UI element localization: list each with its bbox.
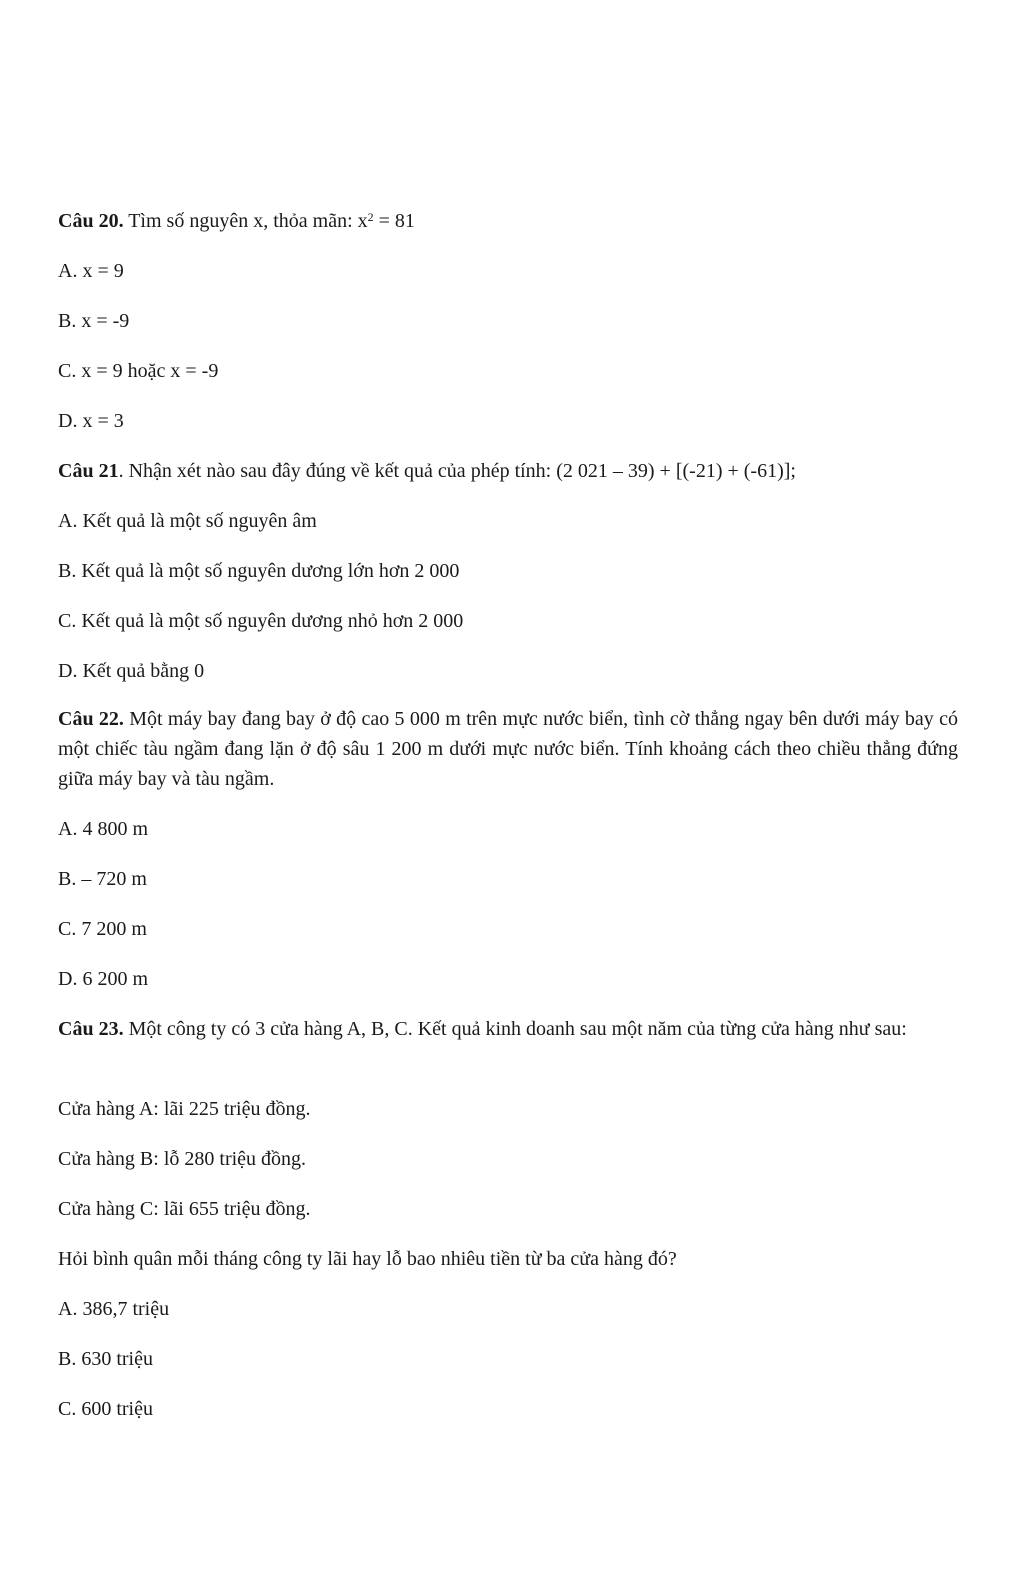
question-21-text: . Nhận xét nào sau đây đúng về kết quả của phép tính: (2 021 – 39) + [(-21) + (-61)]; (118, 460, 796, 482)
question-22-option-c: C. 7 200 m (58, 918, 147, 940)
question-23-stem (58, 1014, 958, 1044)
question-22-label: Câu 22. (58, 708, 124, 730)
question-23-store-a: Cửa hàng A: lãi 225 triệu đồng. (58, 1098, 311, 1120)
question-20-text: Tìm số nguyên x, thỏa mãn: x (123, 210, 368, 232)
question-22-option-d: D. 6 200 m (58, 968, 148, 990)
question-22-option-b: B. – 720 m (58, 868, 147, 890)
question-20-label: Câu 20. (58, 210, 124, 232)
question-20-option-c: C. x = 9 hoặc x = -9 (58, 360, 219, 382)
question-20-stem (58, 208, 415, 234)
question-21-stem (58, 458, 796, 484)
question-20-option-a: A. x = 9 (58, 260, 124, 282)
question-21-option-c: C. Kết quả là một số nguyên dương nhỏ hơn 2 000 (58, 610, 464, 632)
question-23-question: Hỏi bình quân mỗi tháng công ty lãi hay lỗ bao nhiêu tiền từ ba cửa hàng đó? (58, 1248, 677, 1270)
question-23-store-c: Cửa hàng C: lãi 655 triệu đồng. (58, 1198, 311, 1220)
question-23-label: Câu 23. (58, 1018, 124, 1040)
question-21-option-b: B. Kết quả là một số nguyên dương lớn hơn 2 000 (58, 560, 460, 582)
question-22-option-a: A. 4 800 m (58, 818, 148, 840)
question-23-option-a: A. 386,7 triệu (58, 1298, 170, 1320)
question-22-text: Một máy bay đang bay ở độ cao 5 000 m trên mực nước biển, tình cờ thẳng ngay bên dưới máy bay có một chiếc tàu ngầm đang lặn ở độ sâu 1 200 m dưới mực nước biển. Tính khoảng cách theo chiều thẳng đứng giữa máy bay và tàu ngầm. (58, 708, 958, 790)
question-20-text-after: = 81 (373, 210, 415, 232)
question-23-option-c: C. 600 triệu (58, 1398, 153, 1420)
question-21-label: Câu 21 (58, 460, 119, 482)
question-23-option-b: B. 630 triệu (58, 1348, 153, 1370)
question-20-option-d: D. x = 3 (58, 410, 124, 432)
question-21-option-d: D. Kết quả bằng 0 (58, 660, 205, 682)
question-23-text: Một công ty có 3 cửa hàng A, B, C. Kết quả kinh doanh sau một năm của từng cửa hàng như sau: (123, 1018, 907, 1040)
question-20-option-b: B. x = -9 (58, 310, 130, 332)
question-22-stem (58, 704, 958, 794)
question-20-exponent: 2 (367, 210, 374, 224)
question-23-store-b: Cửa hàng B: lỗ 280 triệu đồng. (58, 1148, 307, 1170)
question-21-option-a: A. Kết quả là một số nguyên âm (58, 510, 317, 532)
